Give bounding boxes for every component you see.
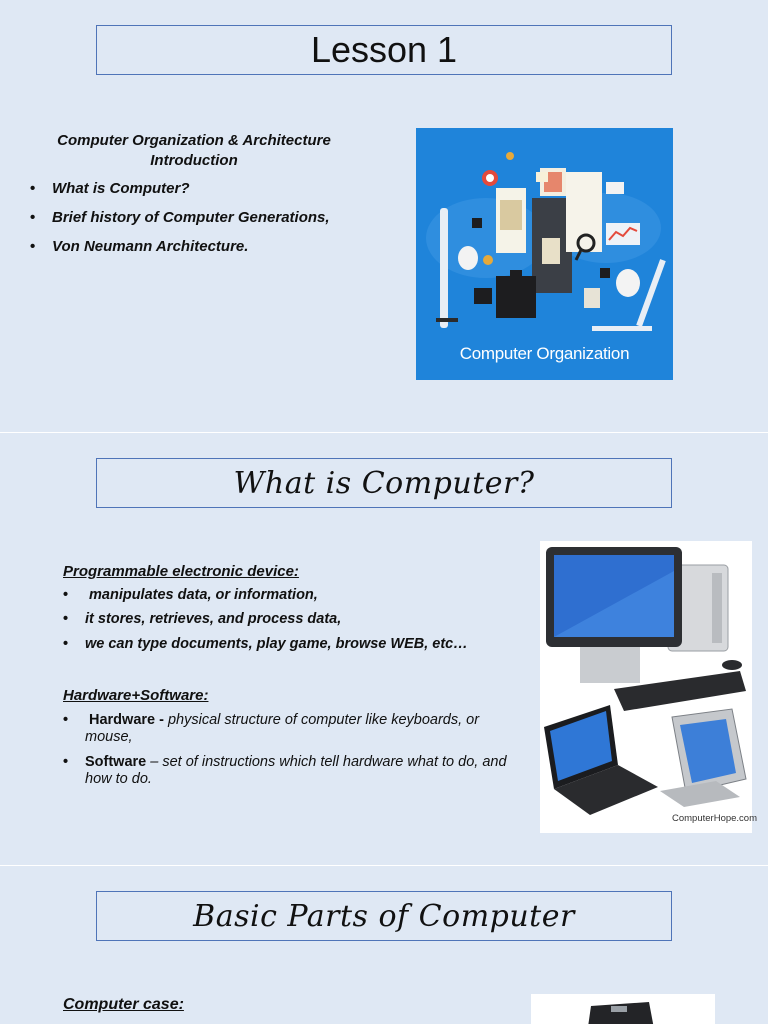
computer-case-illustration [531,994,715,1024]
computer-organization-illustration [416,128,673,380]
software-term: Software [85,754,147,770]
slide-basic-parts [0,866,768,1024]
image-caption: Computer Organization [459,344,630,363]
slide-what-is-computer: What is Computer? Programmable electronic device: • manipulates data, or information, • it stores, retrieves, and process data, • we can type documents, play game, browse WEB, etc… Hardware+Software: • Hardware - physical structure of computer like keyboards, or mouse, • Software – set of instructions which tell hardware what to do, and how to do. ComputerHope.com [0,433,768,865]
computer-types-illustration [540,541,752,833]
section-heading: Computer case: [63,996,184,1013]
section-heading: Programmable electronic device: [63,563,299,580]
computer-organization-image [416,128,673,380]
slide-title: What is Computer? [96,458,672,508]
lesson-heading [30,131,358,172]
computer-types-image [540,541,758,833]
lesson-heading-line1: Computer Organization & Architecture [57,132,331,149]
slide-lesson-1: Lesson 1 Computer Organization & Architecture Introduction • What is Computer? • Brief history of Computer Generations, • Von Neumann Architecture. Computer Organization [0,0,768,432]
slide-title: Lesson 1 [96,25,672,75]
slide-title: Basic Parts of Computer [96,891,672,941]
hardware-term: Hardware - [89,712,168,728]
lesson-heading-line2: Introduction [150,152,238,170]
software-description: – set of instructions which tell hardware what to do, and how to do. [85,754,507,787]
computer-case-image [531,994,715,1024]
hardware-description: physical structure of computer like keyboards, or mouse, [85,712,480,745]
section-heading: Hardware+Software: [63,687,209,704]
image-credit: ComputerHope.com [672,813,758,824]
